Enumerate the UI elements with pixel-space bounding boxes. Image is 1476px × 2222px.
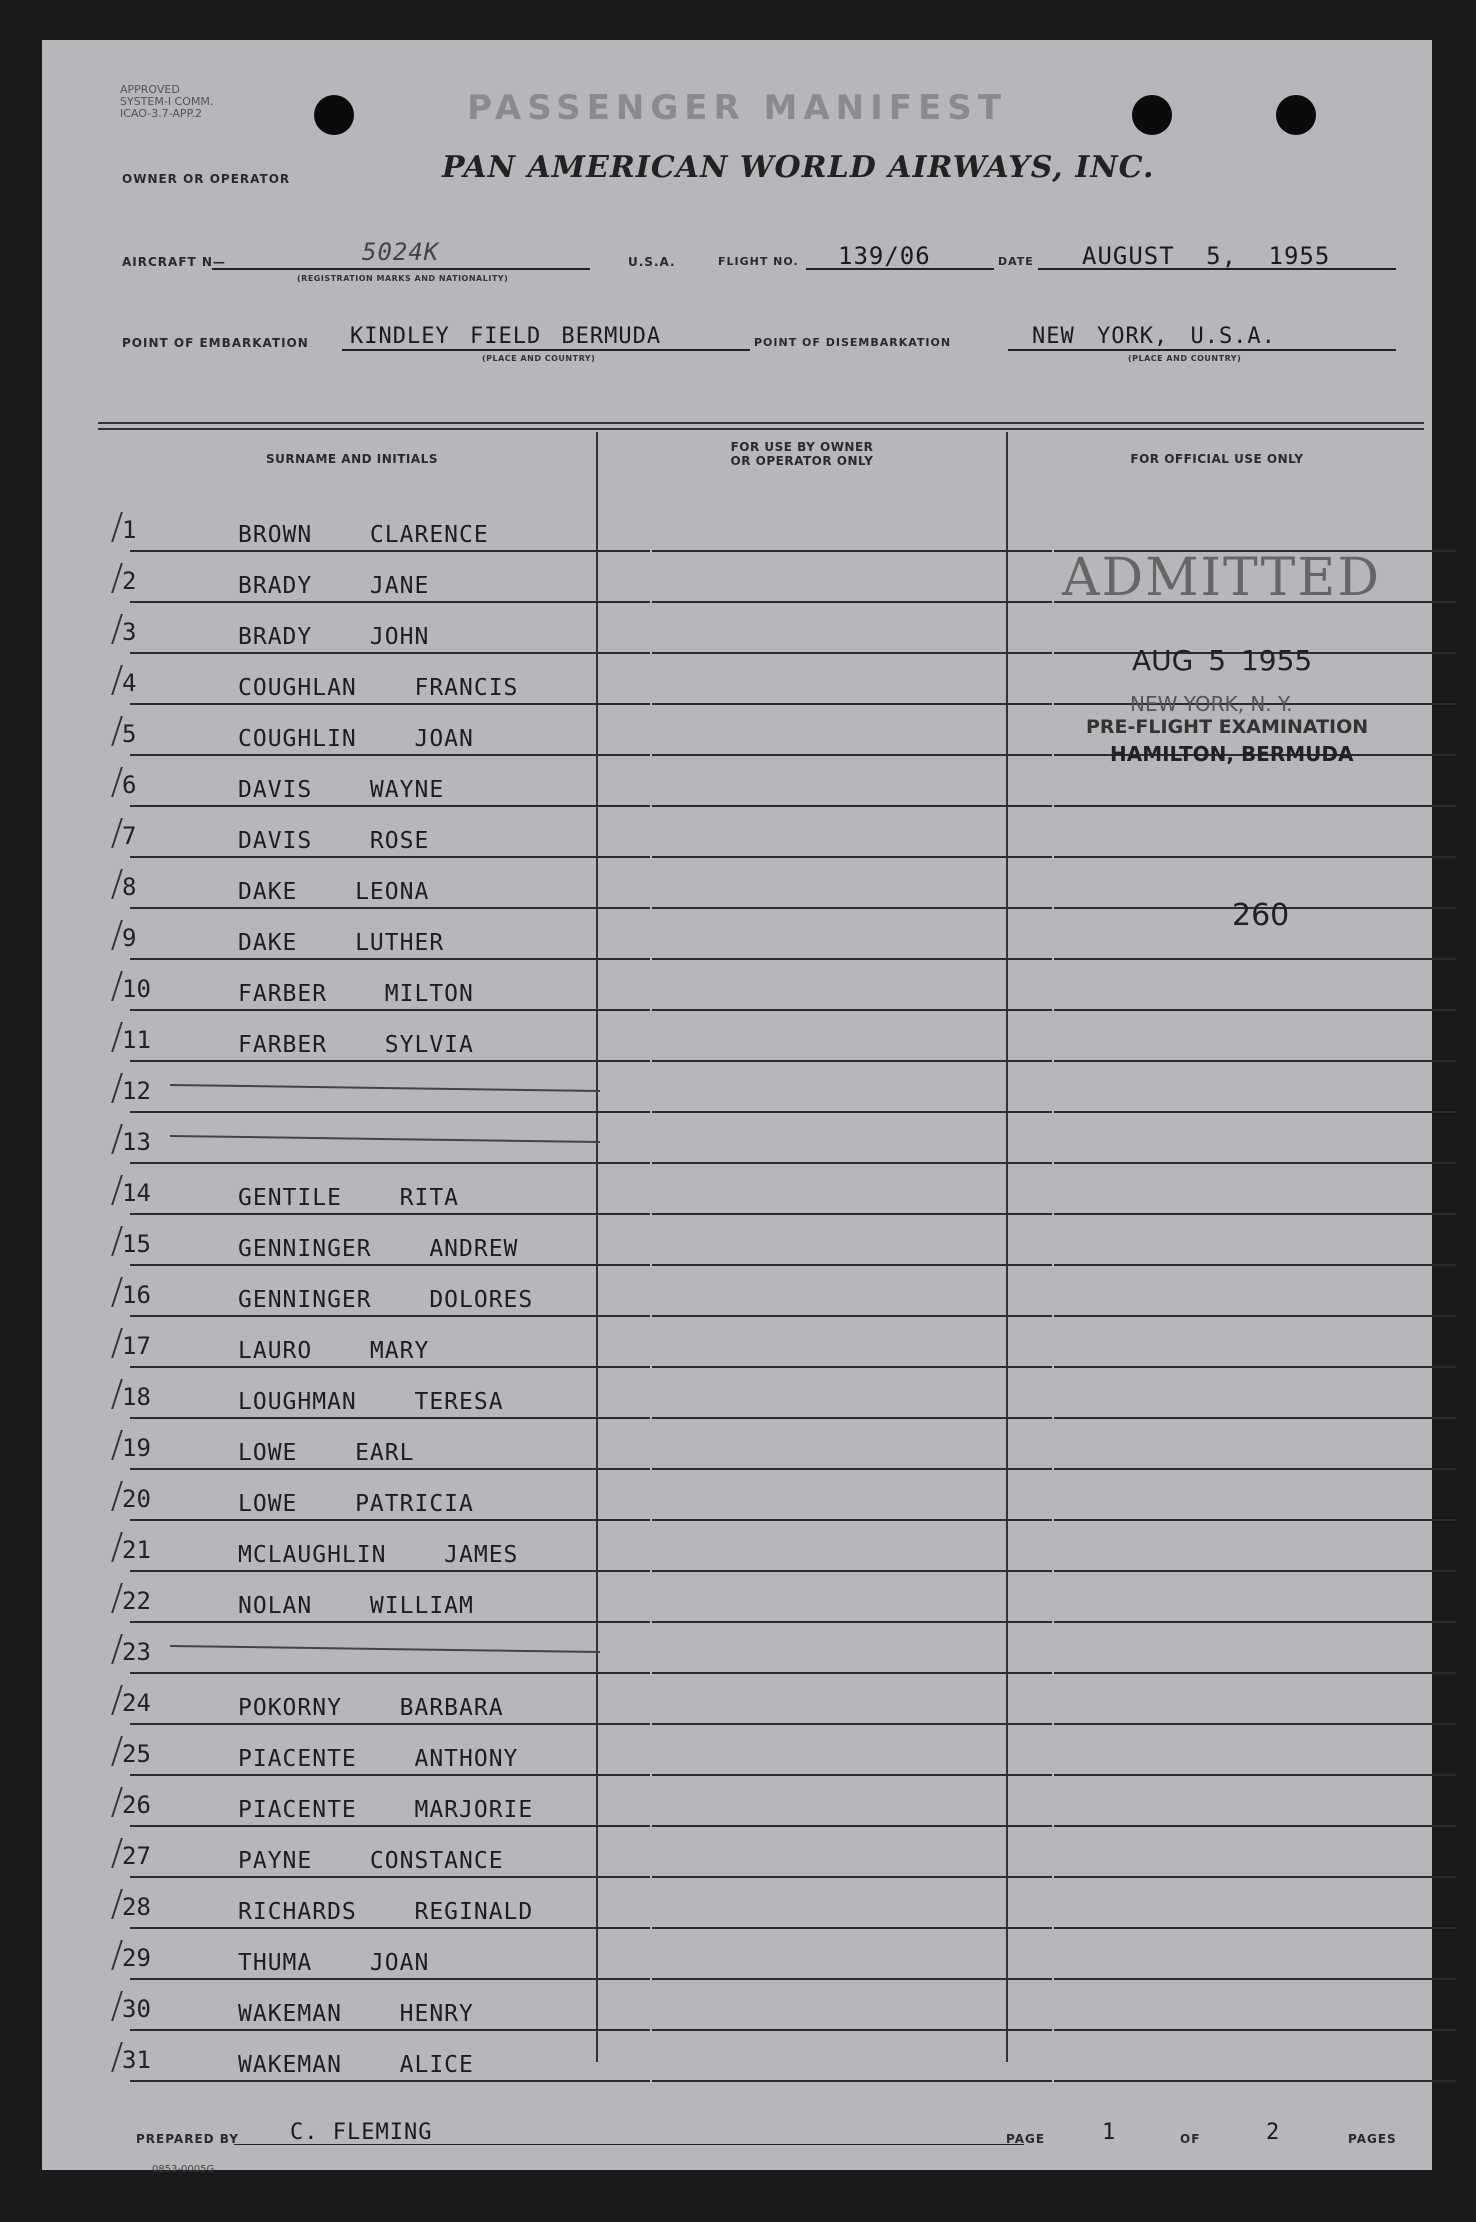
row-rule [652,1876,1052,1878]
row-rule [1054,805,1456,807]
passenger-name: LAURO MARY [238,1338,430,1364]
passenger-name: COUGHLIN JOAN [238,726,474,752]
row-number: 16 [122,1281,151,1309]
table-row [70,1930,1432,1980]
row-rule [1054,958,1456,960]
approval-note: APPROVED SYSTEM-I COMM. ICAO-3.7-APP.2 [120,83,214,120]
row-number: 2 [122,567,137,595]
passenger-name: MCLAUGHLIN JAMES [238,1542,519,1568]
passenger-name: FARBER SYLVIA [238,1032,474,1058]
row-rule [1054,1264,1456,1266]
column-header-official-use: FOR OFFICIAL USE ONLY [1130,452,1304,466]
disembarkation-underline [1008,349,1396,351]
row-rule [652,1213,1052,1215]
flight-date: AUGUST 5, 1955 [1082,242,1331,270]
row-number: 29 [122,1944,151,1972]
row-rule [652,1519,1052,1521]
row-number: 10 [122,975,151,1003]
of-label: OF [1180,2132,1201,2146]
row-rule [130,1315,650,1317]
embarkation-label: POINT OF EMBARKATION [122,336,309,350]
row-rule [652,1825,1052,1827]
row-rule [652,1978,1052,1980]
table-row [70,1573,1432,1623]
table-row [70,1726,1432,1776]
table-row [70,1879,1432,1929]
row-number: 17 [122,1332,151,1360]
row-rule [652,1417,1052,1419]
table-row [70,1216,1432,1266]
row-rule [652,2029,1052,2031]
row-rule [652,907,1052,909]
pages-label: PAGES [1348,2132,1397,2146]
table-row [70,859,1432,909]
table-row [70,502,1432,552]
row-rule [130,958,650,960]
row-rule [1054,1825,1456,1827]
row-number: 13 [122,1128,151,1156]
row-rule [1054,1519,1456,1521]
stamp-preflight: PRE-FLIGHT EXAMINATION [1086,716,1369,738]
table-row [70,1369,1432,1419]
row-number: 23 [122,1638,151,1666]
table-row [70,1165,1432,1215]
date-label: DATE [998,255,1034,268]
table-row [70,910,1432,960]
row-rule [130,1723,650,1725]
row-number: 3 [122,618,137,646]
row-number: 18 [122,1383,151,1411]
row-rule [652,1264,1052,1266]
passenger-name: POKORNY BARBARA [238,1695,504,1721]
passenger-name: PAYNE CONSTANCE [238,1848,504,1874]
aircraft-underline [212,268,590,270]
row-rule [652,703,1052,705]
row-rule [130,754,650,756]
row-rule [130,1417,650,1419]
row-number: 30 [122,1995,151,2023]
passenger-name: PIACENTE ANTHONY [238,1746,519,1772]
row-rule [1054,1927,1456,1929]
row-rule [652,1774,1052,1776]
passenger-name: BROWN CLARENCE [238,522,489,548]
row-rule [1054,856,1456,858]
row-number: 15 [122,1230,151,1258]
row-rule [1054,1417,1456,1419]
owner-label: OWNER OR OPERATOR [122,172,291,186]
table-row [70,1420,1432,1470]
row-rule [130,856,650,858]
row-rule [130,1213,650,1215]
usa-label: U.S.A. [628,255,676,269]
row-rule [130,1162,650,1164]
passenger-name: LOUGHMAN TERESA [238,1389,504,1415]
row-rule [130,1111,650,1113]
row-rule [130,1570,650,1572]
passenger-name: LOWE PATRICIA [238,1491,474,1517]
operator-name: PAN AMERICAN WORLD AIRWAYS, INC. [442,150,1155,185]
row-rule [1054,1060,1456,1062]
row-rule [652,1723,1052,1725]
row-number: 21 [122,1536,151,1564]
passenger-name: THUMA JOAN [238,1950,430,1976]
page-label: PAGE [1006,2132,1046,2146]
row-rule [652,1162,1052,1164]
row-rule [130,805,650,807]
row-number: 20 [122,1485,151,1513]
admitted-stamp: ADMITTED [1062,548,1382,608]
column-header-owner-use: FOR USE BY OWNER OR OPERATOR ONLY [730,440,874,468]
flight-label: FLIGHT NO. [718,255,799,268]
row-rule [652,550,1052,552]
passenger-name: PIACENTE MARJORIE [238,1797,534,1823]
row-rule [1054,1876,1456,1878]
aircraft-registration: 5024K [362,238,440,266]
table-top-rule [98,422,1424,430]
row-rule [652,2080,1052,2082]
table-row [70,1471,1432,1521]
row-number: 22 [122,1587,151,1615]
embarkation-sublabel: (PLACE AND COUNTRY) [482,354,596,363]
void-strike-line [170,1645,600,1653]
void-strike-line [170,1084,600,1092]
row-rule [1054,1774,1456,1776]
row-number: 31 [122,2046,151,2074]
table-row [70,1012,1432,1062]
table-row [70,1267,1432,1317]
row-rule [652,652,1052,654]
row-rule [652,1060,1052,1062]
row-rule [130,1264,650,1266]
passenger-name: BRADY JOHN [238,624,430,650]
row-number: 25 [122,1740,151,1768]
passenger-name: GENTILE RITA [238,1185,460,1211]
row-rule [1054,1978,1456,1980]
flight-number: 139/06 [838,242,931,270]
row-rule [652,601,1052,603]
row-rule [1054,1570,1456,1572]
row-rule [652,856,1052,858]
row-rule [130,1672,650,1674]
row-rule [1054,1468,1456,1470]
row-rule [130,601,650,603]
prepared-by-label: PREPARED BY [136,2132,239,2146]
row-rule [652,958,1052,960]
table-row [70,1063,1432,1113]
stamp-date: AUG 5 1955 [1132,644,1313,677]
row-rule [130,2029,650,2031]
row-rule [130,1876,650,1878]
passenger-name: WAKEMAN HENRY [238,2001,474,2027]
row-number: 24 [122,1689,151,1717]
column-header-surname: SURNAME AND INITIALS [266,452,438,466]
page-total: 2 [1266,2120,1281,2145]
row-rule [130,1366,650,1368]
table-row [70,1522,1432,1572]
row-number: 28 [122,1893,151,1921]
row-rule [1054,1672,1456,1674]
row-number: 26 [122,1791,151,1819]
prepared-by: C. FLEMING [290,2120,433,2145]
row-rule [130,1009,650,1011]
passenger-name: BRADY JANE [238,573,430,599]
row-rule [130,2080,650,2082]
page-number: 1 [1102,2120,1117,2145]
row-rule [1054,1315,1456,1317]
table-row [70,1114,1432,1164]
stamp-place: NEW YORK, N. Y. [1130,692,1293,716]
row-rule [130,703,650,705]
row-number: 6 [122,771,137,799]
row-rule [652,1927,1052,1929]
row-rule [652,1111,1052,1113]
row-rule [1054,2029,1456,2031]
row-number: 7 [122,822,137,850]
row-number: 9 [122,924,137,952]
table-row [70,2032,1432,2082]
table-row [70,808,1432,858]
row-rule [652,1009,1052,1011]
row-rule [652,1315,1052,1317]
aircraft-sublabel: (REGISTRATION MARKS AND NATIONALITY) [297,274,509,283]
row-number: 8 [122,873,137,901]
row-rule [130,652,650,654]
row-rule [1054,1366,1456,1368]
row-rule [1054,1213,1456,1215]
passenger-count: 260 [1232,898,1290,933]
row-rule [130,1519,650,1521]
table-row [70,1675,1432,1725]
row-number: 27 [122,1842,151,1870]
passenger-name: COUGHLAN FRANCIS [238,675,519,701]
row-number: 11 [122,1026,151,1054]
row-rule [130,1927,650,1929]
embarkation-point: KINDLEY FIELD BERMUDA [350,324,662,349]
passenger-name: DAKE LEONA [238,879,430,905]
row-number: 1 [122,516,137,544]
row-rule [652,1366,1052,1368]
row-number: 19 [122,1434,151,1462]
embarkation-underline [342,349,750,351]
row-rule [1054,1111,1456,1113]
void-strike-line [170,1135,600,1143]
row-rule [1054,1009,1456,1011]
passenger-name: GENNINGER DOLORES [238,1287,534,1313]
row-rule [130,1978,650,1980]
table-row [70,1777,1432,1827]
row-rule [652,1570,1052,1572]
row-number: 4 [122,669,137,697]
disembarkation-label: POINT OF DISEMBARKATION [754,336,952,349]
row-rule [1054,2080,1456,2082]
passenger-name: DAVIS WAYNE [238,777,445,803]
page-title: PASSENGER MANIFEST [467,88,1007,128]
form-code: 0853-0005G [152,2164,215,2175]
table-row [70,1318,1432,1368]
row-rule [652,1672,1052,1674]
passenger-name: WAKEMAN ALICE [238,2052,474,2078]
row-rule [1054,1162,1456,1164]
row-rule [652,1468,1052,1470]
passenger-name: FARBER MILTON [238,981,474,1007]
table-row [70,1981,1432,2031]
passenger-name: LOWE EARL [238,1440,415,1466]
row-rule [130,550,650,552]
row-rule [130,1060,650,1062]
row-rule [130,1825,650,1827]
row-rule [130,1774,650,1776]
table-row [70,961,1432,1011]
passenger-name: NOLAN WILLIAM [238,1593,474,1619]
row-rule [652,754,1052,756]
passenger-name: GENNINGER ANDREW [238,1236,519,1262]
table-row [70,1828,1432,1878]
row-rule [652,1621,1052,1623]
aircraft-label: AIRCRAFT N— [122,255,226,269]
disembarkation-point: NEW YORK, U.S.A. [1032,324,1276,349]
row-rule [130,907,650,909]
row-number: 12 [122,1077,151,1105]
row-rule [652,805,1052,807]
disembarkation-sublabel: (PLACE AND COUNTRY) [1128,354,1242,363]
manifest-sheet [42,40,1432,2175]
table-row [70,1624,1432,1674]
row-rule [130,1468,650,1470]
stamp-location: HAMILTON, BERMUDA [1110,742,1354,766]
row-rule [1054,1723,1456,1725]
passenger-name: DAVIS ROSE [238,828,430,854]
row-rule [1054,1621,1456,1623]
row-number: 5 [122,720,137,748]
passenger-name: DAKE LUTHER [238,930,445,956]
row-rule [130,1621,650,1623]
passenger-name: RICHARDS REGINALD [238,1899,534,1925]
row-number: 14 [122,1179,151,1207]
